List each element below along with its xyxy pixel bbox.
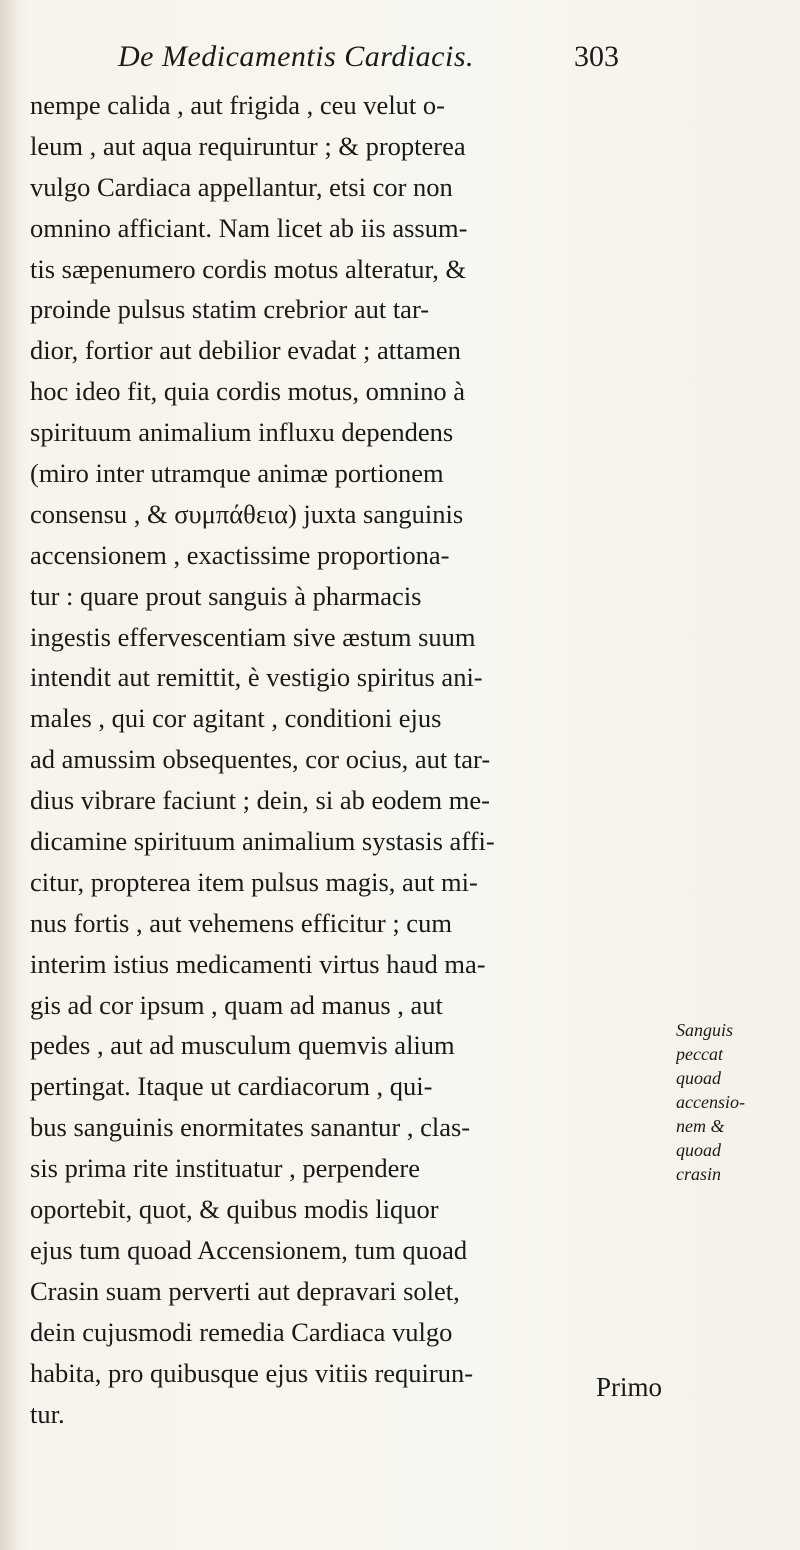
text-line: tur : quare prout sanguis à pharmacis [30, 580, 422, 611]
text-line: (miro inter utramque animæ portionem [30, 458, 444, 489]
text-line: dein cujusmodi remedia Cardiaca vulgo [30, 1316, 453, 1347]
margin-note-line: crasin [676, 1164, 721, 1184]
margin-note-line: Sanguis [676, 1020, 734, 1040]
text-line: habita, pro quibusque ejus vitiis requirun- [30, 1357, 474, 1388]
margin-notes [676, 1018, 796, 1186]
page-number: 303 [574, 40, 619, 73]
margin-note-line: nem & [676, 1116, 725, 1136]
text-line: interim istius medicamenti virtus haud ma- [30, 948, 486, 979]
text-line: citur, propterea item pulsus magis, aut mi- [30, 866, 478, 897]
text-line: tur. [30, 1398, 65, 1429]
text-line: sis prima rite instituatur , perpendere [30, 1153, 421, 1184]
text-line: nus fortis , aut vehemens efficitur ; cum [30, 907, 452, 938]
text-line: bus sanguinis enormitates sanantur , clas- [30, 1112, 471, 1143]
margin-note-line: accensio- [676, 1092, 745, 1112]
text-line: Crasin suam perverti aut depravari solet, [30, 1275, 460, 1306]
text-line: males , qui cor agitant , conditioni ejus [30, 703, 442, 734]
text-line: accensionem , exactissime proportiona- [30, 539, 450, 570]
text-line: hoc ideo fit, quia cordis motus, omnino à [30, 376, 465, 407]
text-line: nempe calida , aut frigida , ceu velut o- [30, 90, 445, 120]
text-line: pedes , aut ad musculum quemvis alium [30, 1030, 455, 1061]
text-line: oportebit, quot, & quibus modis liquor [30, 1194, 439, 1225]
text-line: tis sæpenumero cordis motus alteratur, & [30, 253, 467, 284]
margin-note-line: quoad [676, 1068, 721, 1088]
text-line: ejus tum quoad Accensionem, tum quoad [30, 1234, 468, 1265]
text-line: proinde pulsus statim crebrior aut tar- [30, 294, 430, 325]
running-title: De Medicamentis Cardiacis. [118, 40, 474, 73]
page-gutter [0, 0, 18, 1550]
text-line: ad amussim obsequentes, cor ocius, aut tar- [30, 744, 491, 775]
running-header [118, 40, 638, 80]
text-line: gis ad cor ipsum , quam ad manus , aut [30, 989, 443, 1020]
text-line: vulgo Cardiaca appellantur, etsi cor non [30, 171, 453, 202]
margin-note-line: peccat [676, 1044, 723, 1064]
text-line: leum , aut aqua requiruntur ; & propterea [30, 130, 466, 161]
text-line: consensu , & συμπάθεια) juxta sanguinis [30, 498, 464, 529]
text-line: ingestis effervescentiam sive æstum suum [30, 621, 476, 652]
text-line: dius vibrare faciunt ; dein, si ab eodem me- [30, 785, 490, 816]
margin-note-line: quoad [676, 1140, 721, 1160]
catchword: Primo [596, 1372, 663, 1402]
text-line: pertingat. Itaque ut cardiacorum , qui- [30, 1071, 433, 1102]
text-line: dicamine spirituum animalium systasis affi- [30, 826, 495, 857]
text-line: intendit aut remittit, è vestigio spiritus ani- [30, 662, 483, 693]
text-line: spirituum animalium influxu dependens [30, 417, 454, 448]
body-text [30, 85, 670, 1434]
text-line: omnino afficiant. Nam licet ab iis assum- [30, 212, 468, 243]
text-line: dior, fortior aut debilior evadat ; attamen [30, 335, 461, 366]
